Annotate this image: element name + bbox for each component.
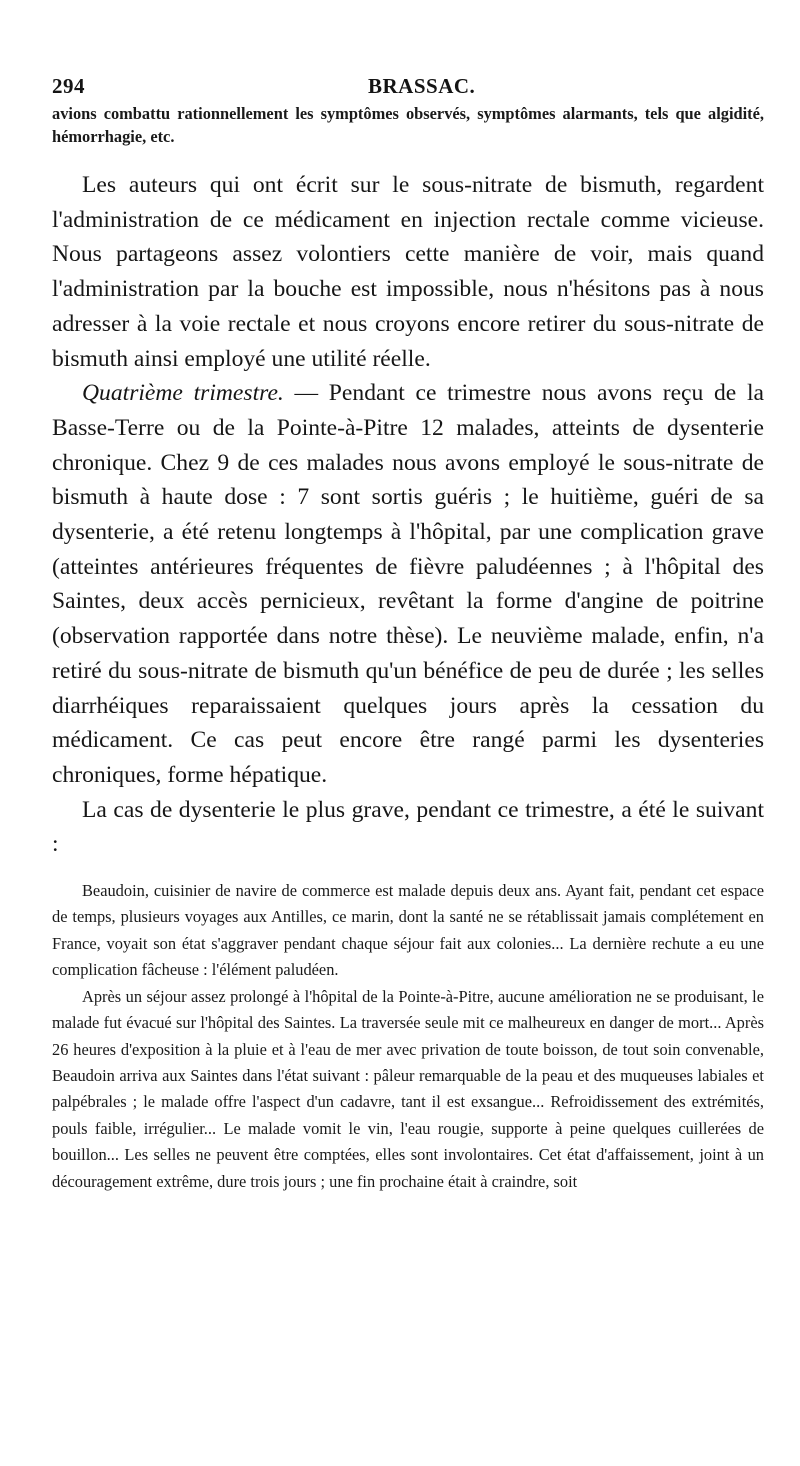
- paragraph-quatrieme-trimestre: [52, 376, 764, 792]
- continuation-text: avions combattu rationnellement les symptômes observés, symptômes alarmants, tels que algidité, hémorrhagie, etc.: [52, 104, 764, 146]
- paragraph-cas-grave: La cas de dysenterie le plus grave, pendant ce trimestre, a été le suivant :: [52, 796, 764, 858]
- book-page: [52, 74, 764, 1195]
- paragraph-quatrieme-body: — Pendant ce trimestre nous avons reçu de la Basse-Terre ou de la Pointe-à-Pitre 12 malades, atteints de dysenterie chronique. Chez 9 de ces malades nous avons employé le sous-nitrate de bismuth à haute dose : 7 sont sortis guéris ; le huitième, guéri de sa dysenterie, a été retenu longtemps à l'hôpital, par une complication grave (atteintes antérieures fréquentes de fièvre paludéennes ; à l'hôpital des Saintes, deux accès pernicieux, revêtant la forme d'angine de poitrine (observation rapportée dans notre thèse). Le neuvième malade, enfin, n'a retiré du sous-nitrate de bismuth qu'un bénéfice de peu de durée ; les selles diarrhéiques reparaissaient quelques jours après la cessation du médicament. Ce cas peut encore être rangé parmi les dysenteries chroniques, forme hépatique.: [52, 380, 764, 788]
- paragraph-bismuth-rectal: Les auteurs qui ont écrit sur le sous-nitrate de bismuth, regardent l'administration de ce médicament en injection rectale comme vicieuse. Nous partageons assez volontiers cette manière de voir, mais quand l'administration par la bouche est impossible, nous n'hésitons pas à nous adresser à la voie rectale et nous croyons encore retirer du sous-nitrate de bismuth ainsi employé une utilité réelle.: [52, 172, 764, 372]
- running-header: [52, 74, 764, 102]
- section-heading-quatrieme-trimestre: Quatrième trimestre.: [82, 380, 284, 407]
- page-number: 294: [52, 74, 85, 98]
- observation-block: [52, 878, 764, 1195]
- running-title: BRASSAC.: [368, 74, 476, 98]
- observation-paragraph-2: Après un séjour assez prolongé à l'hôpital de la Pointe-à-Pitre, aucune amélioration ne se produisant, le malade fut évacué sur l'hôpital des Saintes. La traversée seule mit ce malheureux en danger de mort... Après 26 heures d'exposition à la pluie et à l'eau de mer avec privation de toute boisson, de tout soin convenable, Beaudoin arriva aux Saintes dans l'état suivant : pâleur remarquable de la peau et des muqueuses labiales et palpébrales ; le malade offre l'aspect d'un cadavre, tant il est exsangue... Refroidissement des extrémités, pouls faible, irrégulier... Le malade vomit le vin, l'eau rougie, supporte à peine quelques cuillerées de bouillon... Les selles ne peuvent être comptées, elles sont involontaires. Cet état d'affaissement, joint à un découragement extrême, dure trois jours ; une fin prochaine était à craindre, soit: [52, 986, 764, 1191]
- observation-paragraph-1: Beaudoin, cuisinier de navire de commerce est malade depuis deux ans. Ayant fait, pendant cet espace de temps, plusieurs voyages aux Antilles, ce marin, dont la santé ne se rétablissait jamais complétement en France, voyait son état s'aggraver pendant chaque séjour fait aux colonies... La dernière rechute a eu une complication fâcheuse : l'élément paludéen.: [52, 881, 764, 980]
